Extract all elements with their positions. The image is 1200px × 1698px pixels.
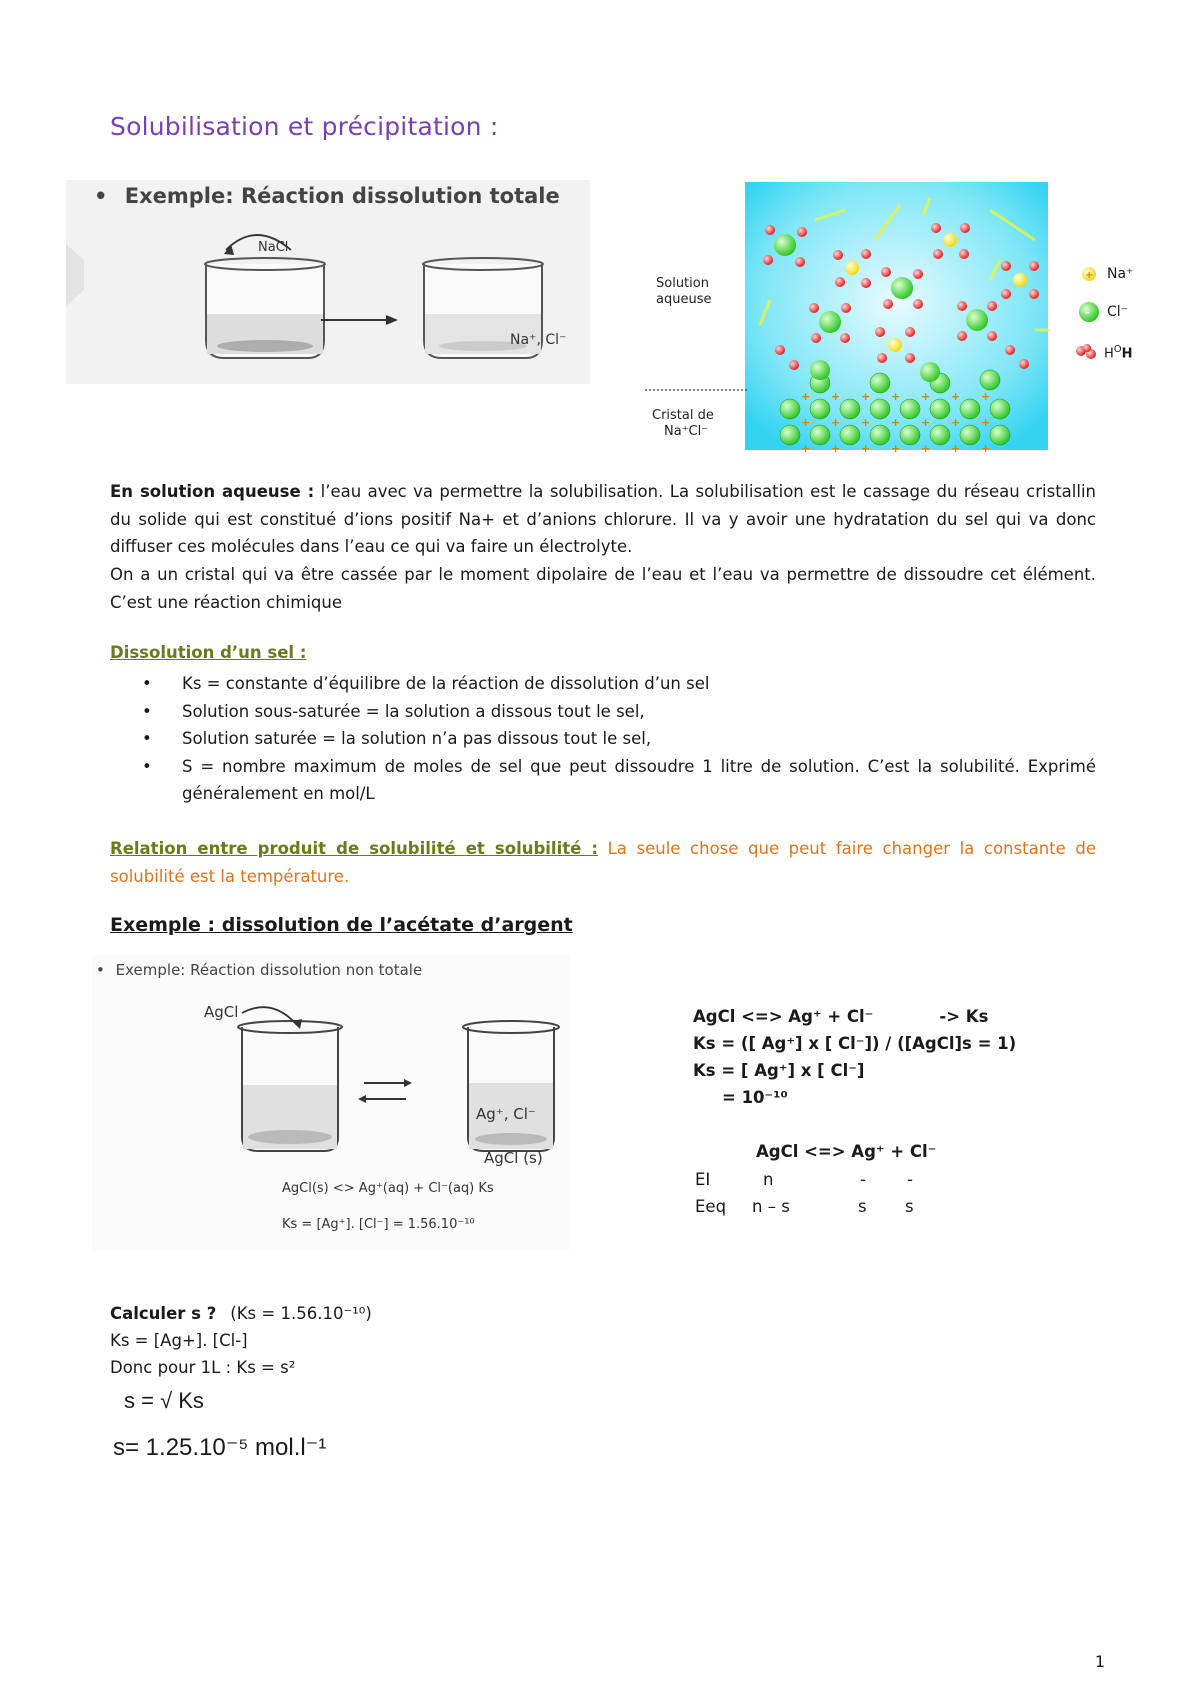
- paragraph-cristal: On a un cristal qui va être cassée par le moment dipolaire de l’eau et l’eau va permettre de dissoudre cet élément. C’est une réaction chimique: [110, 565, 1096, 612]
- paragraph-solution-aqueuse: En solution aqueuse : l’eau avec va permettre la solubilisation. La solubilisation est le cassage du réseau cristallin du solide qui est constitué d’ions positif Na+ et d’anions chlorure. Il va y avoir une hydratation du sel qui va donc diffuser ces molécules dans l’eau ce qui va faire un électrolyte.: [110, 482, 1096, 556]
- calc-line-2: Donc pour 1L : Ks = s²: [110, 1358, 296, 1377]
- svg-text:+: +: [801, 442, 811, 455]
- svg-text:+: +: [861, 390, 871, 403]
- svg-text:+: +: [831, 416, 841, 429]
- figure-dissolution-non-totale: [92, 955, 570, 1251]
- legend: [1076, 267, 1099, 359]
- result-s: s= 1.25.10⁻⁵ mol.l⁻¹: [113, 1434, 327, 1461]
- bullet-3: •: [96, 961, 105, 979]
- figure-molecular: [640, 180, 1150, 460]
- fig1-reagent: NaCl: [258, 240, 289, 255]
- label-crystal: Cristal de Na⁺Cl⁻: [652, 408, 714, 439]
- list-item: • Solution saturée = la solution n’a pas dissous tout le sel,: [142, 729, 652, 748]
- formula-s: s = √ Ks: [124, 1388, 204, 1413]
- table-header: AgCl <=> Ag⁺ + Cl⁻: [756, 1142, 937, 1161]
- calc-line-1: Ks = [Ag+]. [Cl-]: [110, 1331, 248, 1350]
- svg-text:+: +: [861, 442, 871, 455]
- equation-line-2: Ks = ([ Ag⁺] x [ Cl⁻]) / ([AgCl]s = 1): [693, 1034, 1017, 1053]
- equation-line-4: = 10⁻¹⁰: [722, 1088, 788, 1107]
- fig3-equation: AgCl(s) <> Ag⁺(aq) + Cl⁻(aq) Ks: [282, 1181, 494, 1196]
- fig3-ks: Ks = [Ag⁺]. [Cl⁻] = 1.56.10⁻¹⁰: [282, 1217, 475, 1232]
- svg-text:-: -: [1085, 306, 1090, 319]
- svg-text:+: +: [921, 442, 931, 455]
- legend-cl: Cl⁻: [1107, 304, 1129, 320]
- heading-dissolution-sel: Dissolution d’un sel :: [110, 643, 307, 662]
- svg-text:+: +: [951, 442, 961, 455]
- fig3-heading: Exemple: Réaction dissolution non totale: [115, 961, 423, 979]
- bullet-1: •: [94, 184, 108, 208]
- svg-text:+: +: [891, 442, 901, 455]
- beaker-1: [205, 258, 325, 358]
- list-item: • S = nombre maximum de moles de sel que peut dissoudre 1 litre de solution. C’est la solubilité. Exprimé généralement en mol/L: [142, 756, 1096, 803]
- fig1-heading: Exemple: Réaction dissolution totale: [124, 184, 560, 208]
- svg-text:+: +: [831, 390, 841, 403]
- fig1-products: Na⁺, Cl⁻: [510, 332, 567, 348]
- legend-water: $H^OH$: [1104, 344, 1133, 362]
- svg-text:+: +: [951, 390, 961, 403]
- beaker-3: [238, 1021, 342, 1151]
- slide-arrow-shape: [66, 244, 84, 306]
- beakers-illustration: [66, 180, 590, 384]
- example-heading: Exemple : dissolution de l’acétate d’argent: [110, 914, 573, 936]
- svg-text:+: +: [981, 390, 991, 403]
- dissolution-list: [110, 670, 1096, 808]
- svg-text:+: +: [891, 416, 901, 429]
- calc-question: Calculer s ? (Ks = 1.56.10⁻¹⁰): [110, 1304, 372, 1323]
- svg-text:+: +: [921, 390, 931, 403]
- label-solution: Solution aqueuse: [656, 276, 712, 307]
- legend-na: Na⁺: [1107, 266, 1134, 282]
- list-item: • Solution sous-saturée = la solution a dissous tout le sel,: [142, 701, 645, 721]
- svg-text:+: +: [891, 390, 901, 403]
- list-item: • Ks = constante d’équilibre de la réaction de dissolution d’un sel: [142, 674, 710, 693]
- svg-text:+: +: [981, 442, 991, 455]
- fig3-ions: Ag⁺, Cl⁻: [476, 1105, 536, 1123]
- fig3-solid: AgCl (s): [484, 1149, 543, 1167]
- equation-line-3: Ks = [ Ag⁺] x [ Cl⁻]: [693, 1061, 865, 1080]
- fig3-reagent: AgCl: [204, 1003, 239, 1021]
- svg-text:+: +: [951, 416, 961, 429]
- page-title: Solubilisation et précipitation :: [110, 112, 499, 141]
- figure-dissolution-totale: [66, 180, 590, 384]
- page-number: 1: [1094, 1652, 1105, 1671]
- equation-line-1: AgCl <=> Ag⁺ + Cl⁻ -> Ks: [693, 1007, 989, 1026]
- svg-text:+: +: [861, 416, 871, 429]
- svg-text:+: +: [801, 416, 811, 429]
- molecular-illustration: [640, 180, 1150, 460]
- beaker-4: [463, 1021, 559, 1151]
- paragraph-relation: Relation entre produit de solubilité et solubilité : La seule chose que peut faire changer la constante de solubilité est la température.: [110, 839, 1096, 886]
- beakers-illustration-2: [92, 955, 570, 1251]
- svg-text:+: +: [1085, 270, 1094, 281]
- svg-text:+: +: [801, 390, 811, 403]
- svg-text:+: +: [981, 416, 991, 429]
- svg-text:+: +: [831, 442, 841, 455]
- svg-text:+: +: [921, 416, 931, 429]
